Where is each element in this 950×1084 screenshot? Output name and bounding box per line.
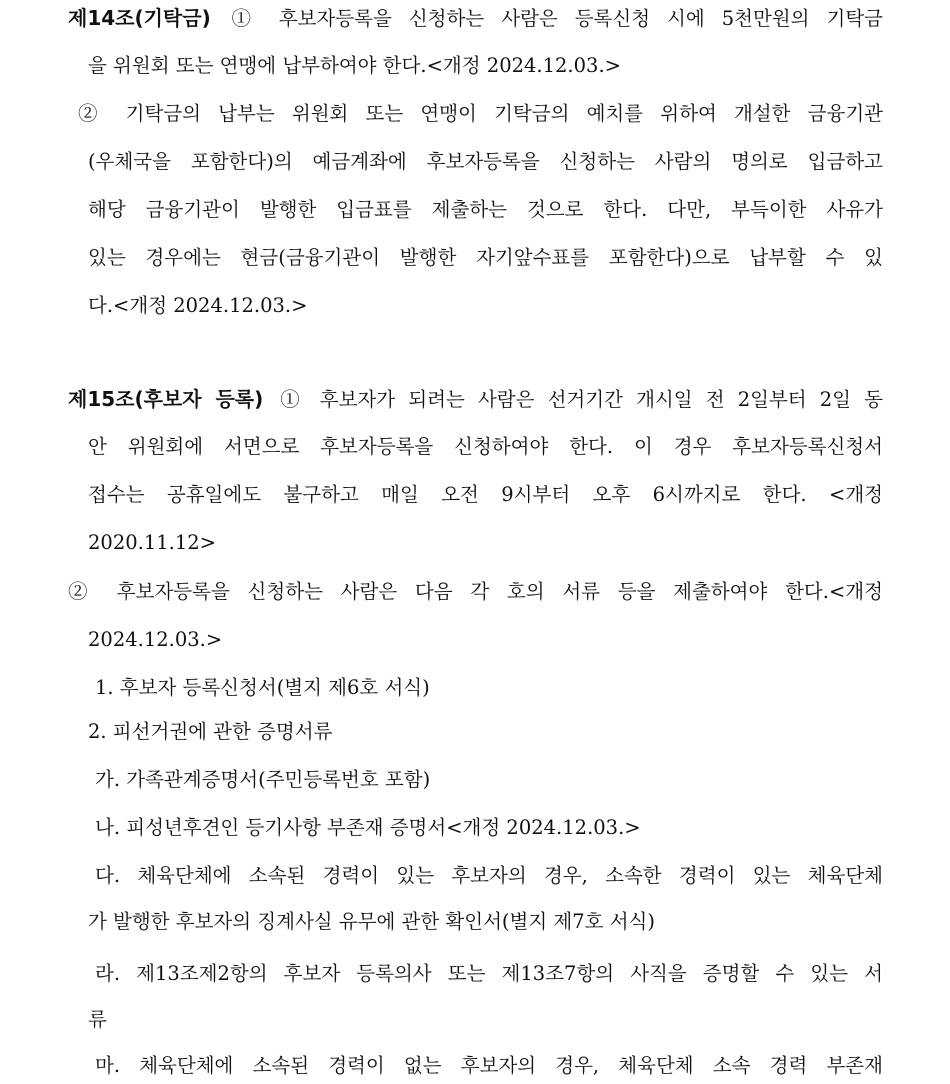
article-14-text-1: ① 후보자등록을 신청하는 사람은 등록신청 시에 5천만원의 기탁금: [220, 7, 883, 30]
article-15-title: 제15조(후보자 등록): [68, 387, 264, 411]
article-15-subitem-ma-line-1: 마. 체육단체에 소속된 경력이 없는 후보자의 경우, 체육단체 소속 경력 부존재: [95, 1054, 883, 1077]
article-14-line-1: [68, 4, 883, 32]
article-15-subitem-da-line-2: 가 발행한 후보자의 징계사실 유무에 관한 확인서(별지 제7호 서식): [88, 910, 655, 933]
article-14-line-4: (우체국을 포함한다)의 예금계좌에 후보자등록을 신청하는 사람의 명의로 입금하고: [88, 150, 883, 173]
article-15-subitem-da-line-1: 다. 체육단체에 소속된 경력이 있는 후보자의 경우, 소속한 경력이 있는 체육단체: [95, 864, 883, 887]
article-15-subitem-na: 나. 피성년후견인 등기사항 부존재 증명서<개정 2024.12.03.>: [95, 816, 641, 839]
article-14-line-6: 있는 경우에는 현금(금융기관이 발행한 자기앞수표를 포함한다)으로 납부할 수 있: [88, 246, 883, 269]
article-15-item-2: 2. 피선거권에 관한 증명서류: [88, 720, 333, 743]
article-14-line-2: 을 위원회 또는 연맹에 납부하여야 한다.<개정 2024.12.03.>: [88, 54, 621, 77]
article-14-line-5: 해당 금융기관이 발행한 입금표를 제출하는 것으로 한다. 다만, 부득이한 사유가: [88, 198, 883, 221]
article-15-subitem-ra-line-1: 라. 제13조제2항의 후보자 등록의사 또는 제13조7항의 사직을 증명할 수 있는 서: [95, 962, 883, 985]
article-15-line-4: 2020.11.12>: [88, 531, 216, 554]
article-15-line-1: [68, 385, 883, 413]
article-15-line-3: 접수는 공휴일에도 불구하고 매일 오전 9시부터 오후 6시까지로 한다. <개정: [88, 483, 883, 506]
article-14-title: 제14조(기탁금): [68, 6, 211, 30]
article-15-line-5: ② 후보자등록을 신청하는 사람은 다음 각 호의 서류 등을 제출하여야 한다.<개정: [68, 580, 883, 603]
article-15-line-6: 2024.12.03.>: [88, 628, 223, 651]
article-14-line-3: ② 기탁금의 납부는 위원회 또는 연맹이 기탁금의 예치를 위하여 개설한 금융기관: [78, 102, 883, 125]
article-15-line-2: 안 위원회에 서면으로 후보자등록을 신청하여야 한다. 이 경우 후보자등록신청서: [88, 435, 883, 458]
article-15-text-1: ① 후보자가 되려는 사람은 선거기간 개시일 전 2일부터 2일 동: [273, 388, 883, 411]
article-14-line-7: 다.<개정 2024.12.03.>: [88, 294, 308, 317]
article-15-subitem-ra-line-2: 류: [88, 1008, 107, 1031]
article-15-subitem-ga: 가. 가족관계증명서(주민등록번호 포함): [95, 768, 431, 791]
article-15-item-1: 1. 후보자 등록신청서(별지 제6호 서식): [95, 676, 430, 699]
